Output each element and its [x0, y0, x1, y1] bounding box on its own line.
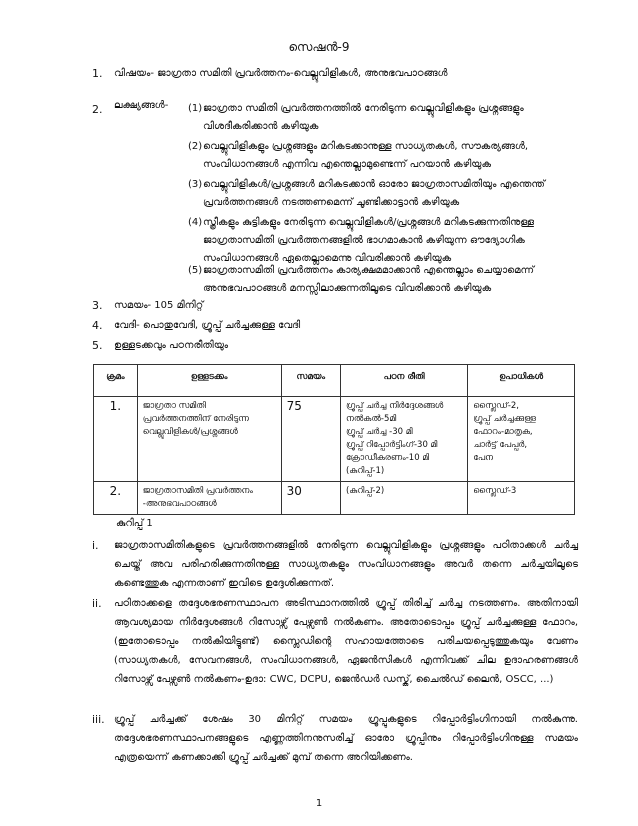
method-line: ഗ്രൂപ്പ് ചർച്ച -30 മി [345, 427, 413, 437]
paragraph-number: iii. [92, 713, 105, 726]
section-number: 1. [92, 67, 103, 80]
goal-item [188, 138, 568, 174]
resource-line: പേന [473, 453, 493, 463]
cell-method [340, 482, 467, 515]
section-number: 4. [92, 319, 103, 332]
table-row [94, 397, 575, 482]
goal-text: ജാഗ്രതാസമിതി പ്രവർത്തനം കാര്യക്ഷമമാക്കാൻ എന്തെല്ലാം ചെയ്യാമെന്ന് അനുഭവപാഠങ്ങൾ മനസ്സിലാക്കുന്നതിലൂടെ വിവരിക്കാൻ കഴിയുക [203, 265, 535, 294]
session-plan-table [93, 364, 575, 515]
method-line: ഗ്രൂപ്പ് ചർച്ച നിർദ്ദേശങ്ങൾ നൽകൽ-5മി [345, 401, 444, 424]
goal-item [188, 214, 568, 268]
method-line: ഗ്രൂപ്പ് റിപ്പോർട്ടിംഗ്-30 മി [345, 440, 438, 450]
header-resources: ഉപാധികൾ [468, 365, 575, 397]
resource-line: ചാർട്ട് പേപ്പർ, [473, 440, 528, 450]
table-row [94, 482, 575, 515]
goal-item [188, 262, 568, 298]
table-header-row [94, 365, 575, 397]
goal-text: വെല്ലുവിളികൾ/പ്രശ്നങ്ങൾ മറികടക്കാൻ ഓരോ ജാഗ്രതാസമിതിയും എന്തെന്ത് പ്രവർത്തനങ്ങൾ നടത്തണമെന്ന് ചൂണ്ടിക്കാട്ടാൻ കഴിയുക [203, 179, 545, 208]
section-number: 2. [92, 103, 103, 116]
method-line: (കുറിപ്പ്-2) [345, 486, 385, 496]
goals-label: ലക്ഷ്യങ്ങൾ- [114, 100, 169, 111]
goal-number: (4) [188, 217, 203, 228]
resource-line: സ്ലൈഡ്-2, [473, 401, 520, 411]
cell-serial: 1. [94, 397, 138, 482]
goal-item [188, 100, 568, 136]
paragraph-text: ജാഗ്രതാസമിതികളുടെ പ്രവർത്തനങ്ങളിൽ നേരിടുന്ന വെല്ലുവിളികളും പ്രശ്നങ്ങളും പഠിതാക്കൾ ചർച്ച ചെയ്ത് അവ പരിഹരിക്കുന്നതിനുള്ള സാധ്യതകളും സംവിധാനങ്ങളും അവർ തന്നെ ചർച്ചയിലൂടെ കണ്ടെത്തുക എന്നതാണ് ഇവിടെ ഉദ്ദേശിക്കുന്നത്. [114, 540, 578, 589]
goal-text: ജാഗ്രതാ സമിതി പ്രവർത്തനത്തിൽ നേരിടുന്ന വെല്ലുവിളികളും പ്രശ്നങ്ങളും വിശദീകരിക്കാൻ കഴിയുക [203, 103, 524, 132]
paragraph-text: ഗ്രൂപ്പ് ചർച്ചക്ക് ശേഷം 30 മിനിറ്റ് സമയം ഗ്രൂപ്പുകളുടെ റിപ്പോർട്ടിംഗിനായി നൽകുന്നു. തദ്ദേശഭരണസ്ഥാപനങ്ങളുടെ എണ്ണത്തിനനുസരിച്ച് ഓരോ ഗ്രൂപ്പിനും റിപ്പോർട്ടിംഗിനുള്ള സമയം എത്രയെന്ന് കണക്കാക്കി ഗ്രൂപ്പ് ചർച്ചക്ക് മുമ്പ് തന്നെ അറിയിക്കണം. [114, 714, 578, 763]
note-paragraph [92, 710, 578, 767]
resource-line: ഗ്രൂപ്പ് ചർച്ചക്കുള്ള ഫോറം-മാതൃക, [473, 414, 536, 437]
cell-resources [468, 482, 575, 515]
resource-line: സ്ലൈഡ്-3 [473, 486, 517, 496]
header-time: സമയം [281, 365, 340, 397]
session-title: സെഷൻ-9 [288, 40, 350, 54]
paragraph-number: i. [92, 539, 99, 552]
cell-content: ജാഗ്രതാസമിതി പ്രവർത്തനം -അനുഭവപാഠങ്ങൾ [137, 482, 281, 515]
cell-content: ജാഗ്രതാ സമിതി പ്രവർത്തനത്തിന് നേരിടുന്ന വെല്ലുവിളികൾ/പ്രശ്നങ്ങൾ [137, 397, 281, 482]
goal-number: (3) [188, 179, 203, 190]
section-number: 3. [92, 299, 103, 312]
header-serial: ക്രമം [94, 365, 138, 397]
note-paragraph [92, 536, 578, 593]
paragraph-number: ii. [92, 597, 102, 610]
time-text: സമയം- 105 മിനിറ്റ് [114, 300, 204, 311]
cell-time: 75 [281, 397, 340, 482]
header-method: പഠന രീതി [340, 365, 467, 397]
cell-resources [468, 397, 575, 482]
cell-serial: 2. [94, 482, 138, 515]
goal-number: (2) [188, 141, 203, 152]
method-line: ക്രോഡീകരണം-10 മി [345, 453, 430, 463]
goal-number: (1) [188, 103, 203, 114]
section-number: 5. [92, 339, 103, 352]
goal-text: വെല്ലുവിളികളും പ്രശ്നങ്ങളും മറികടക്കാനുള്ള സാധ്യതകൾ, സൗകര്യങ്ങൾ, സംവിധാനങ്ങൾ എന്നിവ എന്തെല്ലാമുണ്ടെന്ന് പറയാൻ കഴിയുക [203, 141, 529, 170]
header-content: ഉള്ളടക്കം [137, 365, 281, 397]
venue-text: വേദി- പൊതുവേദി, ഗ്രൂപ്പ് ചർച്ചക്കുള്ള വേദി [114, 320, 301, 331]
goal-number: (5) [188, 265, 203, 276]
goal-text: സ്ത്രീകളും കുട്ടികളും നേരിടുന്ന വെല്ലുവിളികൾ/പ്രശ്നങ്ങൾ മറികടക്കുന്നതിനുള്ള ജാഗ്രതാസമിതി പ്രവർത്തനങ്ങളിൽ ഭാഗമാകാൻ കഴിയുന്ന ഔദ്യോഗിക സംവിധാനങ്ങൾ ഏതെല്ലാമെന്നു വിവരിക്കാൻ കഴിയുക [203, 217, 535, 264]
method-line: (കുറിപ്പ്-1) [345, 466, 385, 476]
note-paragraph [92, 594, 578, 689]
content-method-text: ഉള്ളടക്കവും പഠനരീതിയും [114, 340, 229, 351]
cell-method [340, 397, 467, 482]
cell-time: 30 [281, 482, 340, 515]
goal-item [188, 176, 568, 212]
subject-text: വിഷയം- ജാഗ്രതാ സമിതി പ്രവർത്തനം-വെല്ലുവിളികൾ, അനുഭവപാഠങ്ങൾ [114, 68, 448, 79]
paragraph-text: പഠിതാക്കളെ തദ്ദേശഭരണസ്ഥാപന അടിസ്ഥാനത്തിൽ ഗ്രൂപ്പ് തിരിച്ച് ചർച്ച നടത്തണം. അതിനായി ആവശ്യമായ നിർദ്ദേശങ്ങൾ റിസോഴ്സ് പേഴ്സൺ നൽകണം. അതോടൊപ്പം ഗ്രൂപ്പ് ചർച്ചക്കുള്ള ഫോറം, (ഇതോടൊപ്പം നൽകിയിട്ടുണ്ട്) സ്ലൈഡിന്റെ സഹായത്തോടെ പരിചയപ്പെടുത്തുകയും വേണം (സാധ്യതകൾ, സേവനങ്ങൾ, സംവിധാനങ്ങൾ, ഏജൻസികൾ എന്നിവക്ക് ചില ഉദാഹരണങ്ങൾ റിസോഴ്സ് പേഴ്സൺ നൽകണം-ഉദാ: CWC, DCPU, ജെൻഡർ ഡസ്ക്, ചൈൽഡ് ലൈൻ, OSCC, ...) [114, 598, 578, 685]
page-number: 1 [315, 798, 323, 809]
note-title: കുറിപ്പ് 1 [116, 518, 153, 529]
